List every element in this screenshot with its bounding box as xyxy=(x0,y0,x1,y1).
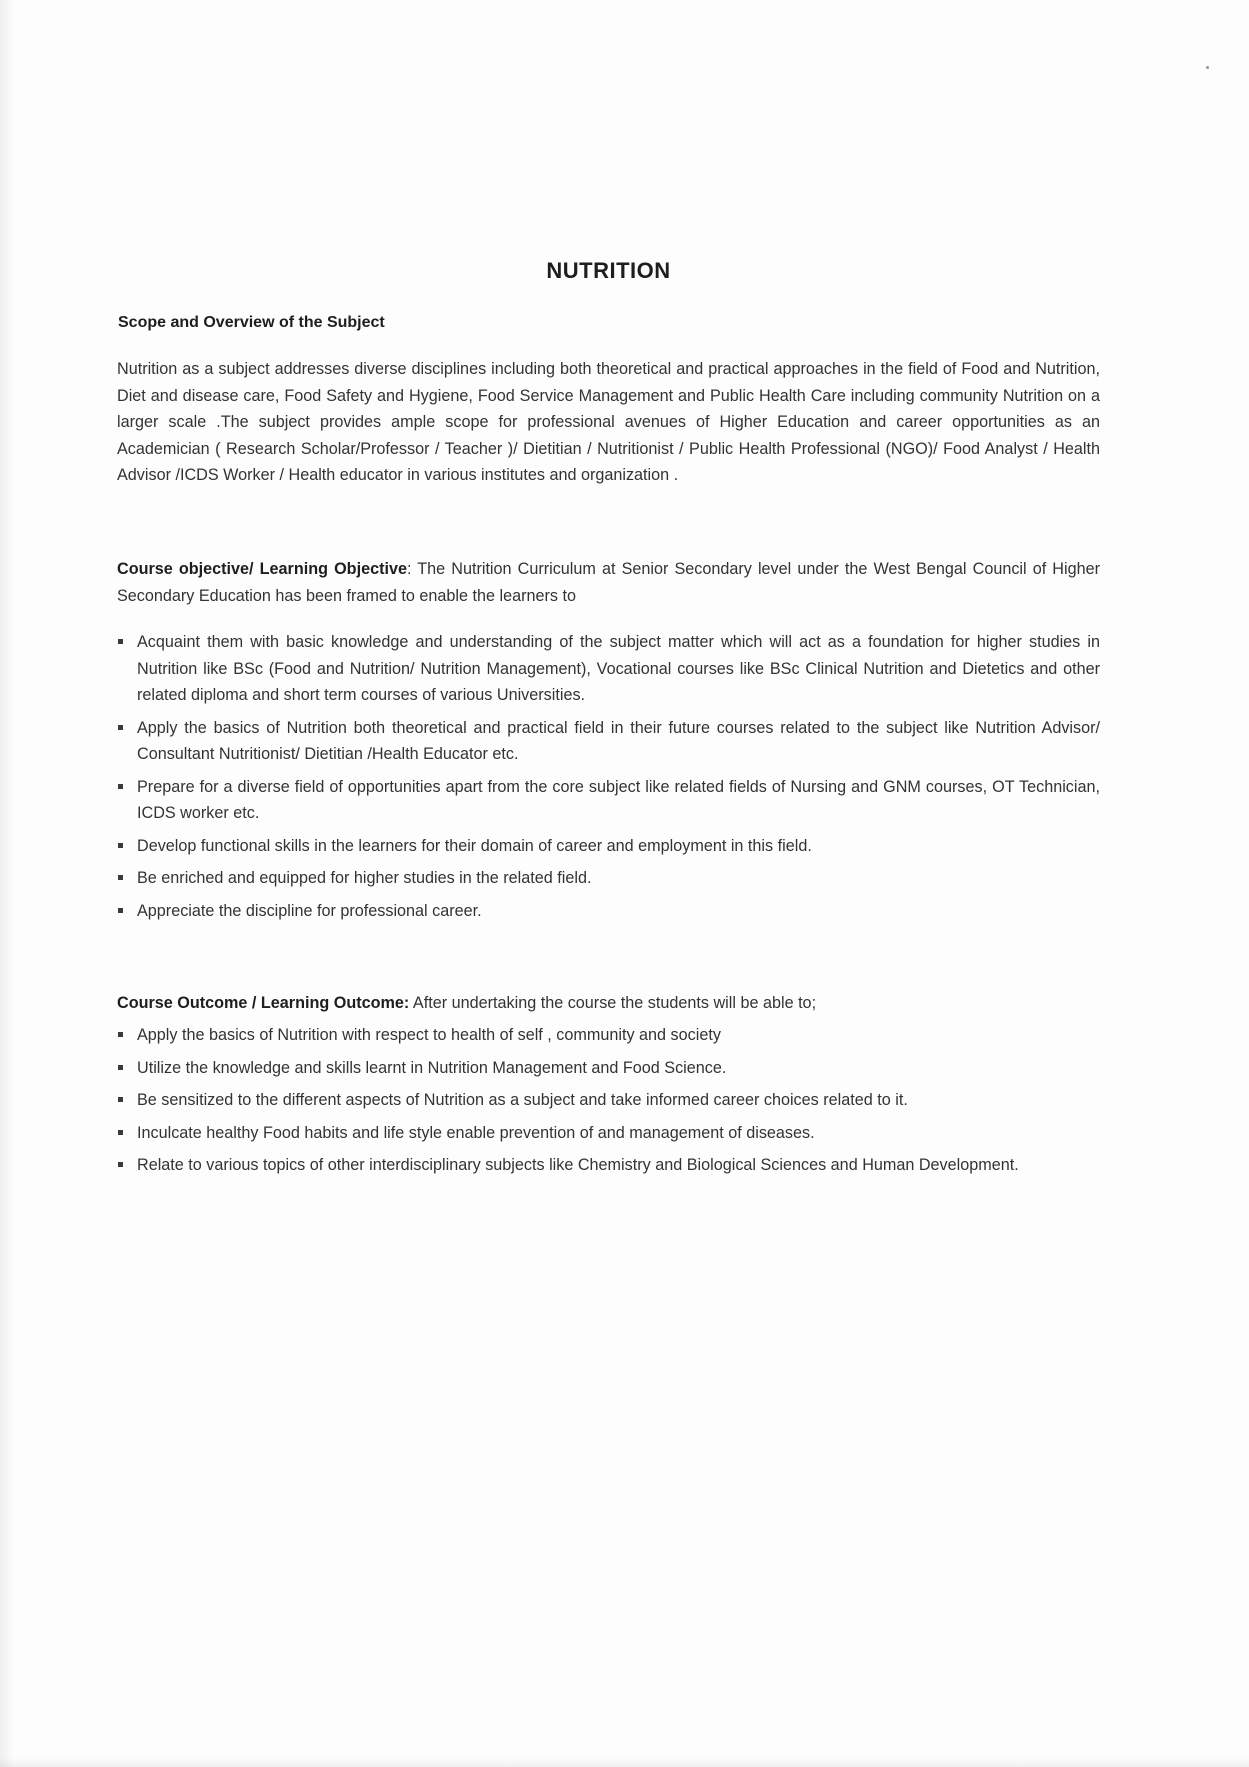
list-item-text: Apply the basics of Nutrition both theoretical and practical field in their future courses related to the subject like Nutrition Advisor/ Consultant Nutritionist/ Dietitian /Health Educator etc. xyxy=(137,718,1100,763)
bullet-icon xyxy=(118,1065,123,1070)
list-item-text: Acquaint them with basic knowledge and understanding of the subject matter which will act as a foundation for higher studies in Nutrition like BSc (Food and Nutrition/ Nutrition Management), Vocational courses like BSc Clinical Nutrition and Dietetics and other related diploma and short term courses of various Universities. xyxy=(137,633,1100,704)
bullet-icon xyxy=(118,843,123,848)
list-item xyxy=(117,1120,1100,1147)
list-item xyxy=(117,774,1100,827)
outcome-list xyxy=(117,1022,1100,1185)
page-title: NUTRITION xyxy=(546,258,671,283)
list-item xyxy=(117,629,1100,709)
outcome-label: Course Outcome / Learning Outcome: xyxy=(117,994,410,1012)
list-item-text: Be enriched and equipped for higher studies in the related field. xyxy=(137,869,592,887)
objective-list xyxy=(117,629,1100,930)
bullet-icon xyxy=(118,784,123,789)
list-item-text: Appreciate the discipline for professional career. xyxy=(137,901,482,920)
bullet-icon xyxy=(118,1130,123,1135)
list-item xyxy=(117,865,1100,892)
bullet-icon xyxy=(118,1162,123,1167)
objective-intro-text: : The Nutrition Curriculum at Senior Secondary level under the West Bengal Council of Higher Secondary Education has been framed to enable the learners to xyxy=(117,560,1100,605)
bullet-icon xyxy=(118,908,123,913)
list-item-text: Prepare for a diverse field of opportunities apart from the core subject like related fields of Nursing and GNM courses, OT Technician, ICDS worker etc. xyxy=(137,777,1100,822)
bullet-icon xyxy=(118,1097,123,1102)
objective-label: Course objective/ Learning Objective xyxy=(117,560,407,578)
list-item xyxy=(117,898,1100,925)
list-item xyxy=(117,833,1100,860)
outcome-intro-text: After undertaking the course the students will be able to; xyxy=(409,994,817,1012)
scan-speck xyxy=(1206,66,1209,69)
bullet-icon xyxy=(118,639,123,644)
scan-bottom-shadow xyxy=(0,1757,1249,1767)
scope-heading: Scope and Overview of the Subject xyxy=(118,314,385,331)
list-item xyxy=(117,1087,1100,1114)
list-item-text: Relate to various topics of other interdisciplinary subjects like Chemistry and Biological Sciences and Human Development. xyxy=(137,1156,1019,1174)
list-item-text: Utilize the knowledge and skills learnt in Nutrition Management and Food Science. xyxy=(137,1058,727,1077)
bullet-icon xyxy=(118,725,123,730)
list-item xyxy=(117,1152,1100,1179)
scope-paragraph: Nutrition as a subject addresses diverse disciplines including both theoretical and practical approaches in the field of Food and Nutrition, Diet and disease care, Food Safety and Hygiene, Food Service Management and Public Health Care including community Nutrition on a larger scale .The subject provides ample scope for professional avenues of Higher Education and career opportunities as an Academician ( Research Scholar/Professor / Teacher )/ Dietitian / Nutritionist / Public Health Professional (NGO)/ Food Analyst / Health Advisor /ICDS Worker / Health educator in various institutes and organization . xyxy=(117,360,1100,484)
list-item-text: Be sensitized to the different aspects of Nutrition as a subject and take informed career choices related to it. xyxy=(137,1091,908,1109)
bullet-icon xyxy=(118,875,123,880)
list-item xyxy=(117,1055,1100,1082)
bullet-icon xyxy=(118,1032,123,1037)
outcome-paragraph xyxy=(117,990,1100,1017)
list-item xyxy=(117,1022,1100,1049)
list-item-text: Inculcate healthy Food habits and life style enable prevention of and management of diseases. xyxy=(137,1123,815,1142)
list-item-text: Develop functional skills in the learners for their domain of career and employment in this field. xyxy=(137,836,812,855)
list-item-text: Apply the basics of Nutrition with respect to health of self , community and society xyxy=(137,1026,721,1044)
scan-edge-shadow xyxy=(0,0,14,1767)
list-item xyxy=(117,715,1100,768)
objective-paragraph xyxy=(117,556,1100,609)
